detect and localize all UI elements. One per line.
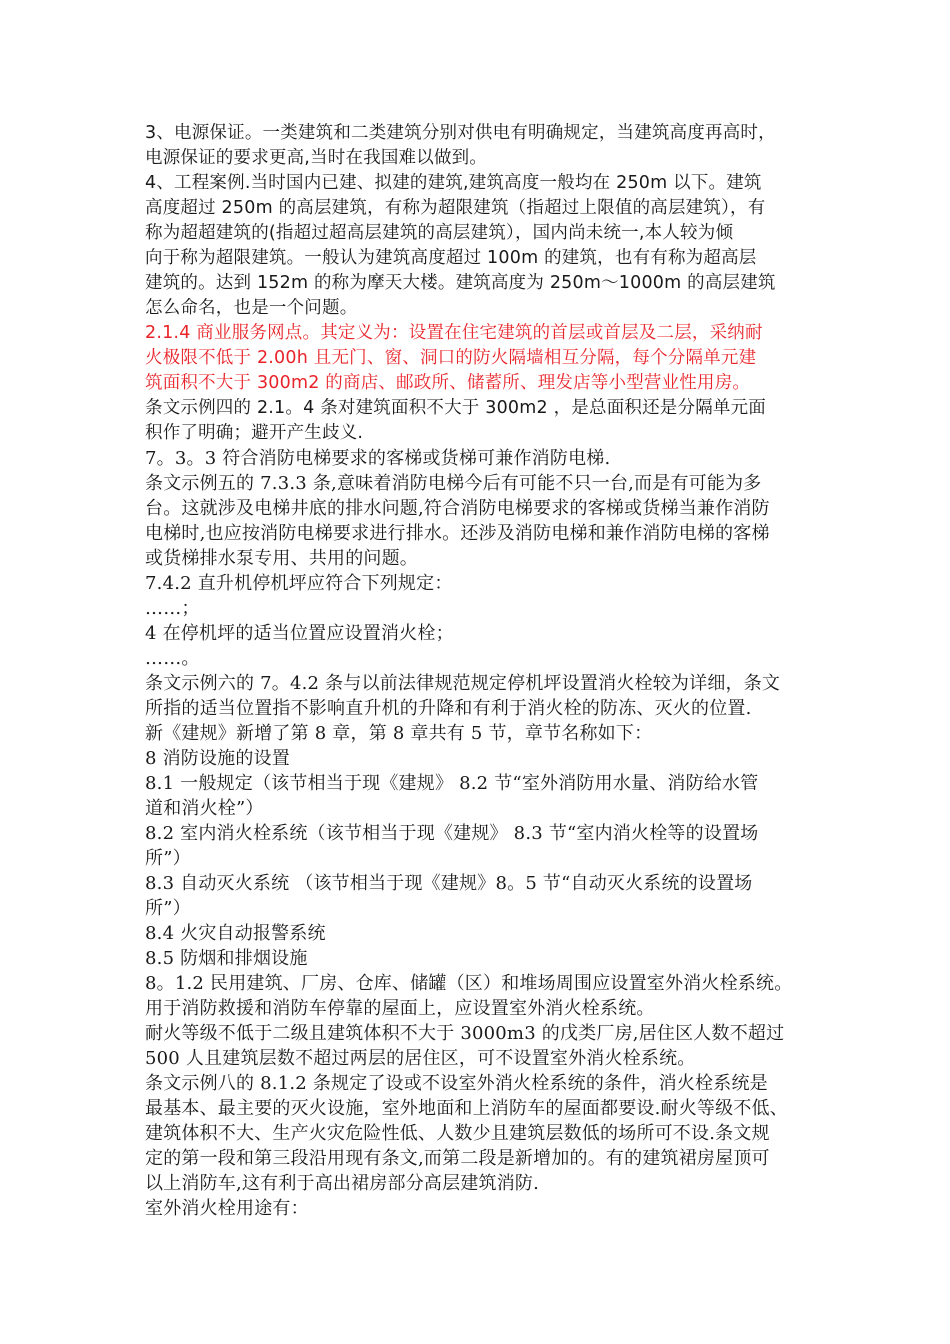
- text-line: 8 消防设施的设置: [145, 748, 290, 769]
- text-line: 8.3 自动灭火系统 （该节相当于现《建规》8。5 节“自动灭火系统的设置场: [145, 873, 753, 894]
- text-line: 8.4 火灾自动报警系统: [145, 923, 326, 944]
- text-line: 8。1.2 民用建筑、厂房、仓库、储罐（区）和堆场周围应设置室外消火栓系统。: [145, 973, 793, 994]
- text-line: 条文示例四的 2.1。4 条对建筑面积不大于 300m2 ，是总面积还是分隔单元面: [145, 398, 766, 418]
- paragraph: [145, 971, 817, 1071]
- paragraph: [145, 171, 817, 321]
- text-line: 7。3。3 符合消防电梯要求的客梯或货梯可兼作消防电梯.: [145, 448, 611, 469]
- text-line: 怎么命名，也是一个问题。: [145, 298, 358, 318]
- text-line: 500 人且建筑层数不超过两层的居住区，可不设置室外消火栓系统。: [145, 1048, 696, 1069]
- text-line: 积作了明确；避开产生歧义.: [145, 423, 364, 443]
- paragraph: [145, 571, 817, 671]
- highlighted-text-line: 筑面积不大于 300m2 的商店、邮政所、储蓄所、理发店等小型营业性用房。: [145, 373, 751, 393]
- text-line: 用于消防救援和消防车停靠的屋面上，应设置室外消火栓系统。: [145, 998, 655, 1019]
- text-line: 室外消火栓用途有：: [145, 1198, 309, 1219]
- text-line: ……；: [145, 598, 200, 619]
- text-line: 8.5 防烟和排烟设施: [145, 948, 308, 969]
- text-line: 称为超超建筑的(指超过超高层建筑的高层建筑），国内尚未统一,本人较为倾: [145, 223, 734, 243]
- text-line: 向于称为超限建筑。一般认为建筑高度超过 100m 的建筑，也有有称为超高层: [145, 248, 757, 268]
- text-line: 条文示例六的 7。4.2 条与以前法律规范规定停机坪设置消火栓较为详细，条文: [145, 673, 781, 694]
- paragraph: [145, 1071, 817, 1221]
- text-line: 电源保证的要求更高,当时在我国难以做到。: [145, 148, 488, 168]
- paragraph: [145, 321, 817, 396]
- text-line: 道和消火栓”）: [145, 798, 264, 819]
- paragraph: [145, 121, 817, 171]
- text-line: 4 在停机坪的适当位置应设置消火栓；: [145, 623, 454, 644]
- paragraph: [145, 721, 817, 971]
- text-line: ……。: [145, 648, 200, 669]
- text-line: 条文示例八的 8.1.2 条规定了设或不设室外消火栓系统的条件，消火栓系统是: [145, 1073, 768, 1094]
- highlighted-text-line: 2.1.4 商业服务网点。其定义为：设置在住宅建筑的首层或首层及二层，采纳耐: [145, 323, 763, 343]
- text-line: 新《建规》新增了第 8 章，第 8 章共有 5 节，章节名称如下：: [145, 723, 653, 744]
- paragraph: [145, 446, 817, 471]
- text-line: 或货梯排水泵专用、共用的问题。: [145, 548, 418, 569]
- highlighted-text-line: 火极限不低于 2.00h 且无门、窗、洞口的防火隔墙相互分隔，每个分隔单元建: [145, 348, 757, 368]
- text-line: 耐火等级不低于二级且建筑体积不大于 3000m3 的戊类厂房,居住区人数不超过: [145, 1023, 785, 1044]
- text-line: 3、电源保证。一类建筑和二类建筑分别对供电有明确规定，当建筑高度再高时，: [145, 123, 776, 143]
- text-line: 台。这就涉及电梯井底的排水问题,符合消防电梯要求的客梯或货梯当兼作消防: [145, 498, 770, 519]
- text-line: 最基本、最主要的灭火设施，室外地面和上消防车的屋面都要设.耐火等级不低、: [145, 1098, 788, 1119]
- document-body: [145, 121, 817, 1221]
- text-line: 以上消防车,这有利于高出裙房部分高层建筑消防.: [145, 1173, 540, 1194]
- text-line: 8.2 室内消火栓系统（该节相当于现《建规》 8.3 节“室内消火栓等的设置场: [145, 823, 759, 844]
- text-line: 所”）: [145, 848, 191, 869]
- text-line: 定的第一段和第三段沿用现有条文,而第二段是新增加的。有的建筑裙房屋顶可: [145, 1148, 770, 1169]
- paragraph: [145, 671, 817, 721]
- text-line: 所指的适当位置指不影响直升机的升降和有利于消火栓的防冻、灭火的位置.: [145, 698, 752, 719]
- text-line: 建筑的。达到 152m 的称为摩天大楼。建筑高度为 250m～1000m 的高层建筑: [145, 273, 776, 293]
- text-line: 8.1 一般规定（该节相当于现《建规》 8.2 节“室外消防用水量、消防给水管: [145, 773, 759, 794]
- text-line: 7.4.2 直升机停机坪应符合下列规定：: [145, 573, 453, 594]
- paragraph: [145, 396, 817, 446]
- text-line: 电梯时,也应按消防电梯要求进行排水。还涉及消防电梯和兼作消防电梯的客梯: [145, 523, 770, 544]
- text-line: 建筑体积不大、生产火灾危险性低、人数少且建筑层数低的场所可不设.条文规: [145, 1123, 770, 1144]
- text-line: 条文示例五的 7.3.3 条,意味着消防电梯今后有可能不只一台,而是有可能为多: [145, 473, 762, 494]
- paragraph: [145, 471, 817, 571]
- text-line: 高度超过 250m 的高层建筑，有称为超限建筑（指超过上限值的高层建筑），有: [145, 198, 766, 218]
- text-line: 4、工程案例.当时国内已建、拟建的建筑,建筑高度一般均在 250m 以下。建筑: [145, 173, 762, 193]
- text-line: 所”）: [145, 898, 191, 919]
